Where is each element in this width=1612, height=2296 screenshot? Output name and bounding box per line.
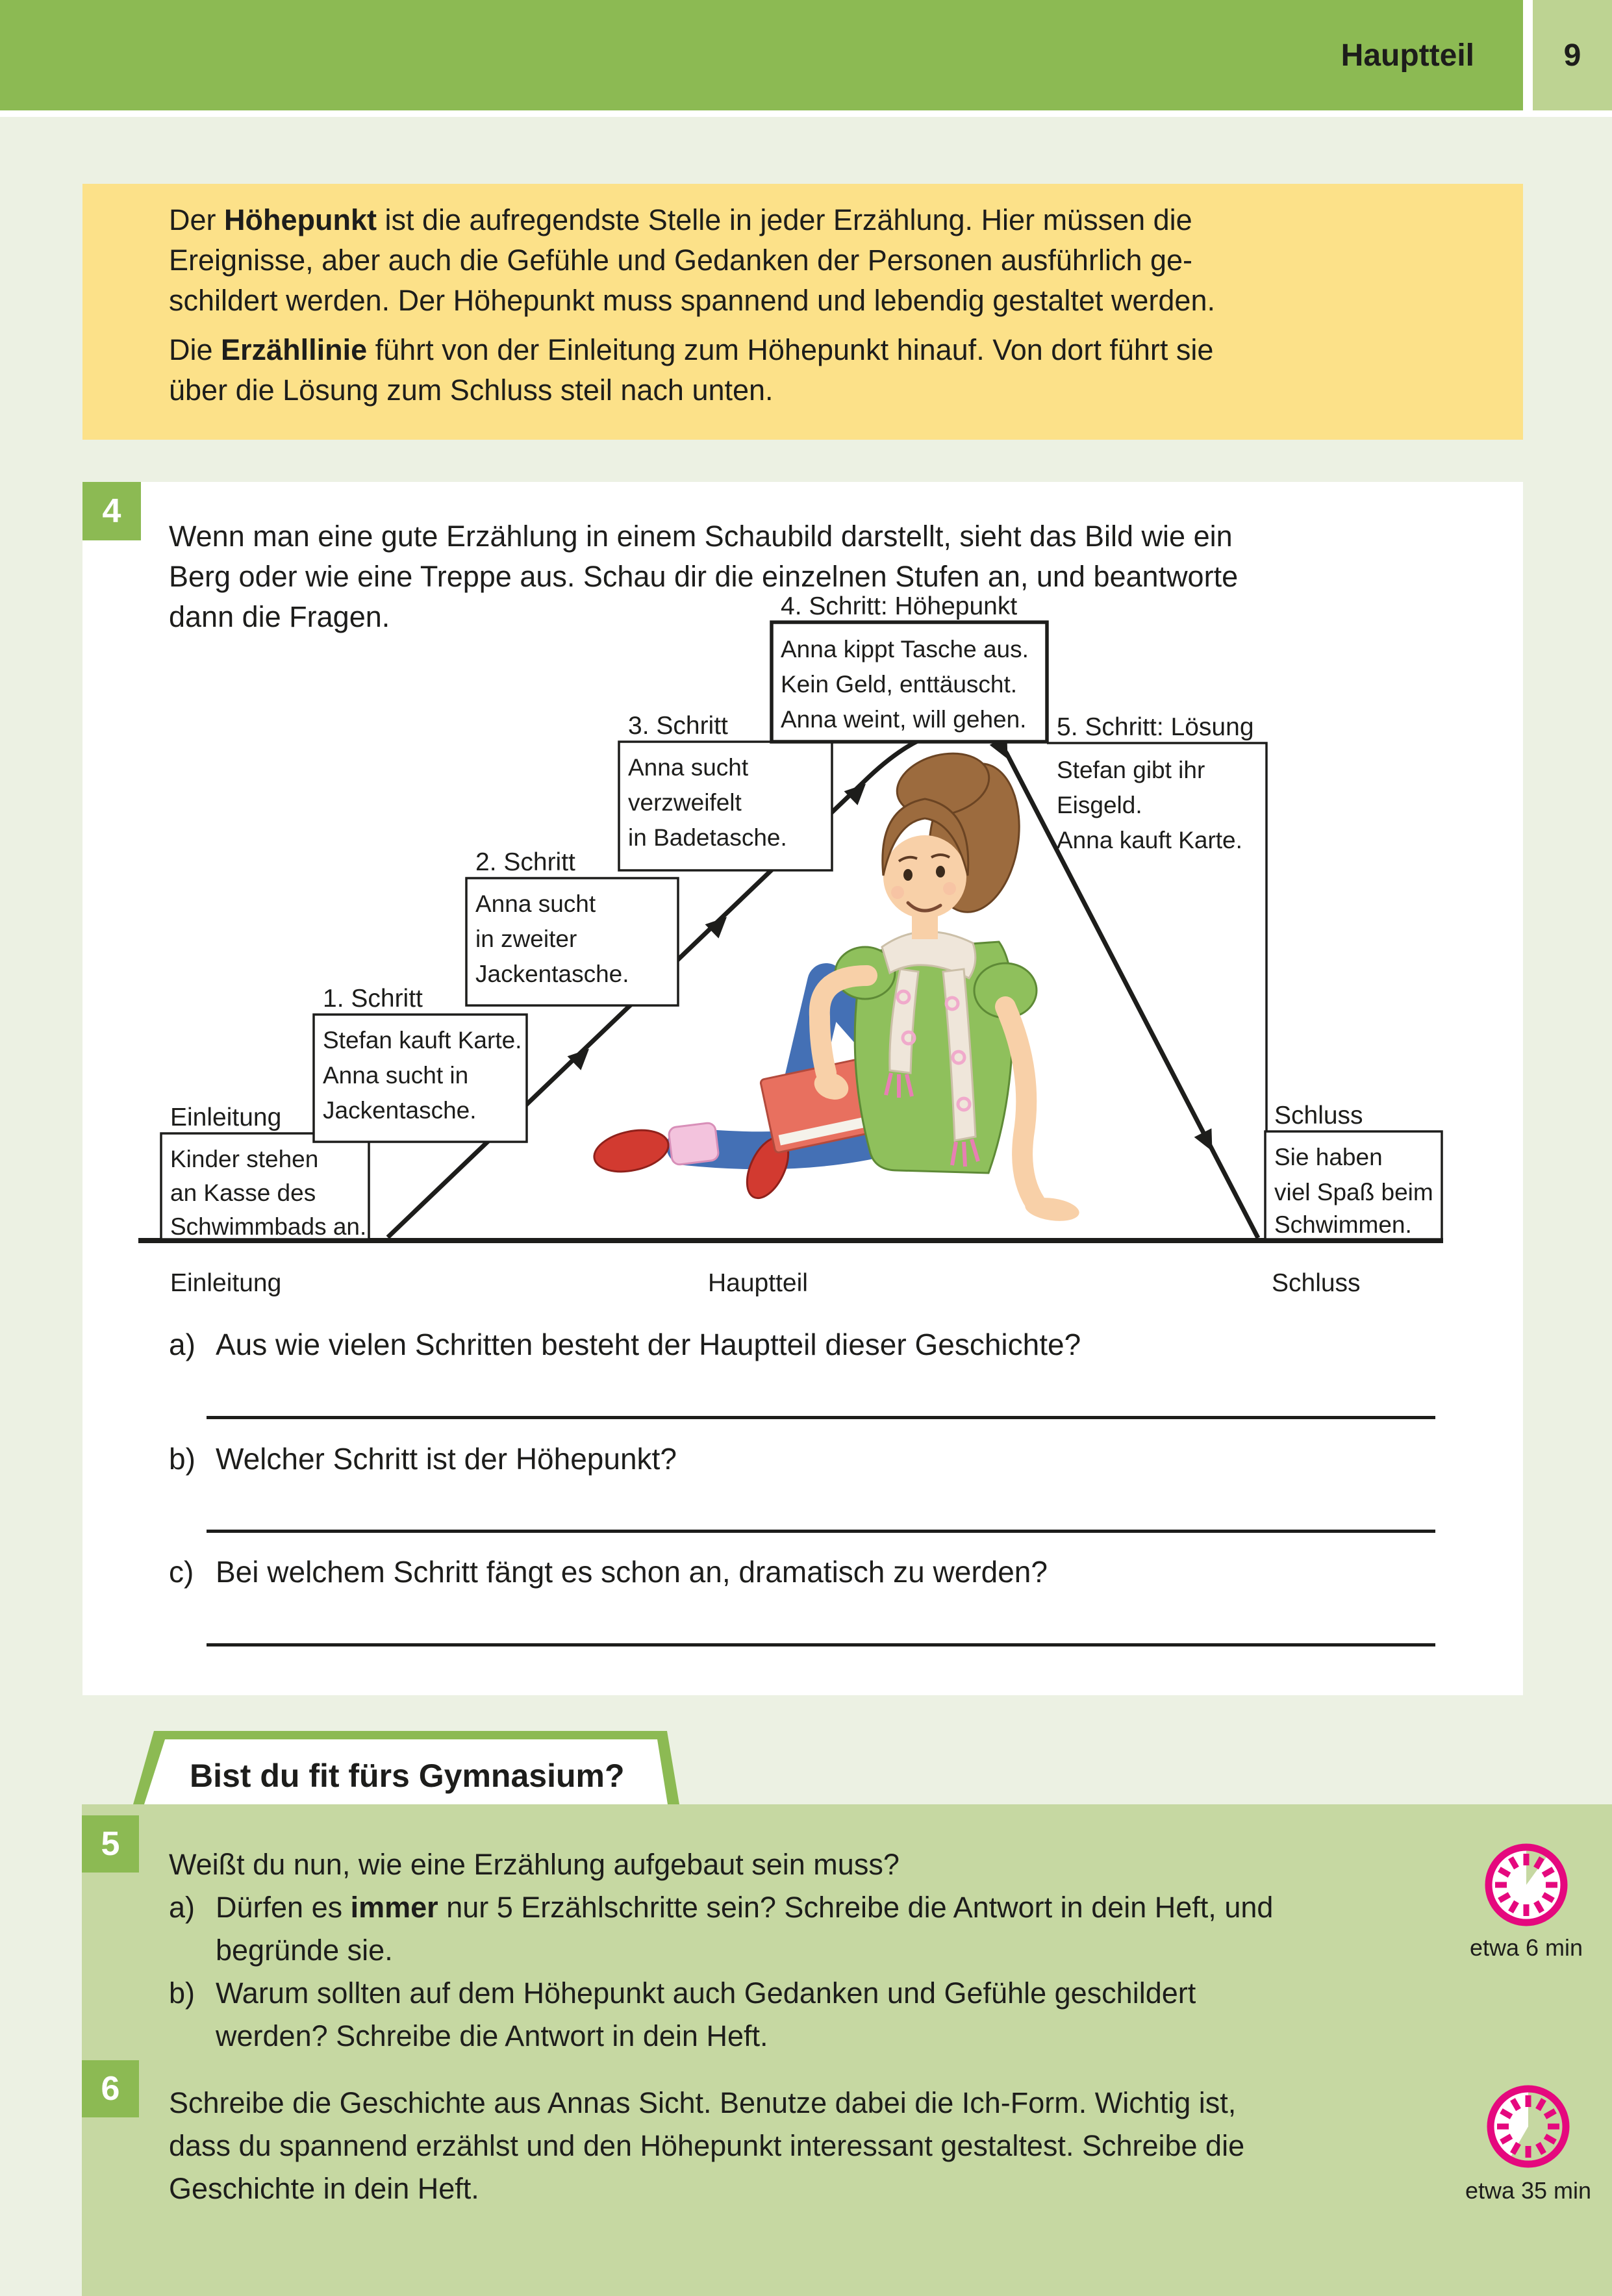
step-label: 5. Schritt: Lösung [1057,713,1254,741]
task6-number-badge: 6 [82,2060,139,2117]
axis-label-einleitung: Einleitung [170,1269,282,1297]
step-text: Schwimmen. [1274,1211,1412,1238]
info-box-text [169,200,1461,410]
step-label: Schluss [1274,1102,1363,1129]
answer-line-a[interactable] [207,1416,1435,1419]
step-label: Einleitung [170,1104,282,1131]
step-text: Jackentasche. [475,961,629,987]
task5-item-b: b) Warum sollten auf dem Höhepunkt auch Gedanken und Gefühle geschildert [169,1976,1196,2010]
arrowhead-icon [568,1042,596,1070]
info-paragraph-erzaehllinie: Die Erzähllinie führt von der Einleitung zum Höhepunkt hinauf. Von dort führt sie über die Lösung zum Schluss steil nach unten. [169,333,1214,407]
story-steps-diagram [138,592,1443,1297]
info-paragraph-hoehepunkt: Der Höhepunkt ist die aufregendste Stelle in jeder Erzählung. Hier müssen die Ereignisse, aber auch die Gefühle und Gedanken der Personen ausführlich ge- schildert werden. Der Höhepunkt muss spannend und lebendig gestaltet werden. [169,203,1215,317]
question-a: a) Aus wie vielen Schritten besteht der Hauptteil dieser Geschichte? [169,1328,1081,1361]
timer-icon-35min [1491,2089,1566,2164]
step-text: Eisgeld. [1057,792,1142,818]
step-text: Anna kauft Karte. [1057,827,1242,853]
step-text: an Kasse des [170,1180,316,1206]
answer-line-c[interactable] [207,1643,1435,1646]
task6-text: Schreibe die Geschichte aus Annas Sicht. Benutze dabei die Ich-Form. Wichtig ist, dass du spannend erzählst und den Höhepunkt interessant gestaltest. Schreibe die Geschichte in dein Heft. [169,2086,1245,2205]
axis-label-schluss: Schluss [1272,1269,1361,1297]
task5-item-a: a) Dürfen es immer nur 5 Erzählschritte sein? Schreibe die Antwort in dein Heft, und [169,1891,1274,1924]
step-text: Jackentasche. [323,1097,477,1124]
timer-icon-6min [1489,1847,1564,1923]
page-title: Hauptteil [1341,38,1474,73]
task5-time: etwa 6 min [1469,1934,1583,1961]
step-text: Sie haben [1274,1144,1383,1170]
task5-intro: Weißt du nun, wie eine Erzählung aufgebaut sein muss? [169,1848,900,1881]
step-text: Stefan gibt ihr [1057,757,1205,783]
arrowhead-icon [1194,1128,1221,1155]
step-text: Schwimmbads an. [170,1213,367,1240]
arrowhead-icon [844,777,873,805]
step-text: Anna sucht [628,754,749,781]
arrowhead-icon [705,910,734,939]
step-label: 3. Schritt [628,712,728,740]
step-label: 2. Schritt [475,848,575,876]
page-number-value: 9 [1563,38,1581,73]
task4-intro: Wenn man eine gute Erzählung in einem Schaubild darstellt, sieht das Bild wie ein Berg oder wie eine Treppe aus. Schau dir die einzelnen Stufen an, und beantworte dann die Fragen. [169,520,1239,633]
step-label: 4. Schritt: Höhepunkt [781,592,1018,620]
step-text: verzweifelt [628,789,742,816]
task5-number-badge: 5 [82,1815,139,1873]
task6-time: etwa 35 min [1465,2177,1592,2204]
step-text: viel Spaß beim [1274,1179,1433,1205]
step-text: Stefan kauft Karte. [323,1027,522,1053]
step-text: in zweiter [475,926,577,952]
step-text: Anna kippt Tasche aus. [781,636,1029,662]
task5-text: Weißt du nun, wie eine Erzählung aufgebaut sein muss? a) Dürfen es immer nur 5 Erzählschritte sein? Schreibe die Antwort in dein Heft, und begründe sie. b) Warum sollten auf dem Höhepunkt auch Gedanken und Gefühle geschildert werden? Schreibe die Antwort in dein Heft. [169,1843,1429,2058]
question-b: b) Welcher Schritt ist der Höhepunkt? [169,1442,677,1476]
question-c: c) Bei welchem Schritt fängt es schon an, dramatisch zu werden? [169,1555,1048,1589]
step-text: Anna sucht [475,890,596,917]
step-label: 1. Schritt [323,985,423,1013]
answer-line-b[interactable] [207,1530,1435,1533]
task4-number-badge: 4 [82,482,141,540]
gymnasium-banner-title: Bist du fit fürs Gymnasium? [190,1758,625,1794]
step-text: Anna weint, will gehen. [781,706,1027,733]
step-text: Anna sucht in [323,1062,469,1089]
step-text: Kein Geld, enttäuscht. [781,671,1018,698]
step-text: Kinder stehen [170,1146,319,1172]
step-text: in Badetasche. [628,824,787,851]
axis-label-hauptteil: Hauptteil [708,1269,808,1297]
